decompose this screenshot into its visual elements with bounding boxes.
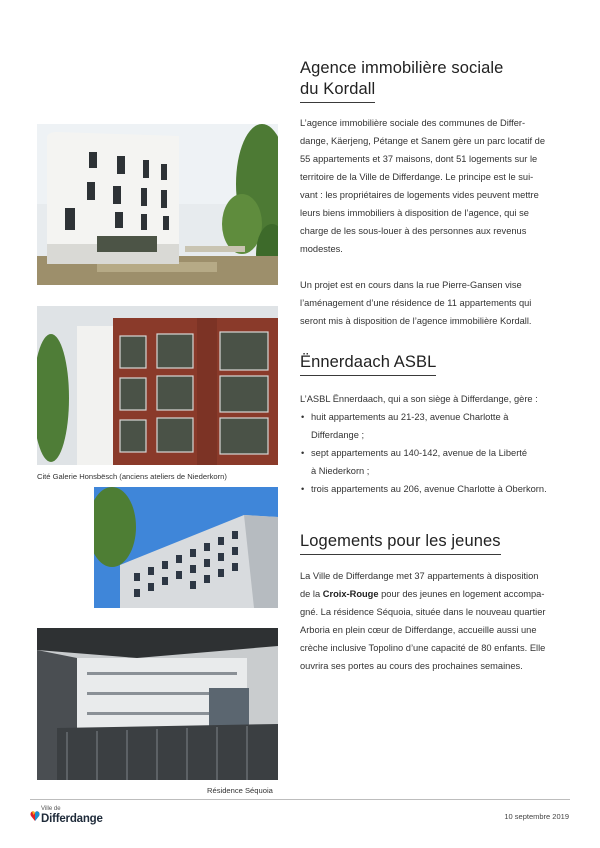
- text-line: 55 appartements et 37 maisons, dont 51 logements sur le: [300, 154, 538, 164]
- footer-date: 10 septembre 2019: [504, 812, 569, 821]
- list-item: [300, 408, 564, 444]
- text-line: Arboria en plein cœur de Differdange, accueille aussi une: [300, 625, 537, 635]
- section-title-ennerdaach: Ënnerdaach ASBL: [300, 352, 436, 376]
- text-fragment: de la: [300, 589, 323, 599]
- differdange-logo: [30, 806, 120, 828]
- text-line: crèche inclusive Topolino d’une capacité de 80 enfants. Elle: [300, 643, 546, 653]
- paragraph-agence-projet: [300, 276, 564, 330]
- section-title-jeunes: Logements pour les jeunes: [300, 531, 501, 555]
- section-agence: [300, 58, 564, 330]
- list-ennerdaach: [300, 408, 564, 498]
- paragraph-jeunes: [300, 567, 564, 675]
- photo-caption-sequoia: Résidence Séquoia: [207, 786, 273, 795]
- list-item: [300, 480, 564, 498]
- text-line: dange, Käerjeng, Pétange et Sanem gère un parc locatif de: [300, 136, 545, 146]
- section-jeunes: [300, 531, 564, 675]
- text-line: modestes.: [300, 244, 343, 254]
- section-title-agence-line1: Agence immobilière sociale: [300, 59, 504, 77]
- logo-main-text: Differdange: [41, 813, 103, 825]
- section-ennerdaach: [300, 352, 564, 498]
- section-title-agence-line2: du Kordall: [300, 79, 375, 103]
- croix-rouge-name: Croix-Rouge: [322, 589, 379, 599]
- paragraph-agence-intro: [300, 114, 564, 258]
- heart-logo-icon: [30, 810, 40, 822]
- list-item-line: • huit appartements au 21-23, avenue Charlotte à: [311, 412, 509, 422]
- footer-divider: [30, 799, 570, 800]
- list-item-line: à Niederkorn ;: [311, 466, 370, 476]
- list-item-line: Differdange ;: [311, 430, 365, 440]
- photo-white-building: [37, 124, 278, 285]
- text-line: L’agence immobilière sociale des communes de Differ-: [300, 118, 526, 128]
- photo-brick-building: [37, 306, 278, 465]
- text-line: Un projet est en cours dans la rue Pierre-Gansen vise: [300, 280, 522, 290]
- photo-courtyard: [37, 628, 278, 780]
- photo-caption-galerie: Cité Galerie Honsbësch (anciens ateliers de Niederkorn): [37, 472, 227, 481]
- section-title-agence: [300, 58, 564, 103]
- list-item: [300, 444, 564, 480]
- text-line: charge de les sous-louer à des personnes aux revenus: [300, 226, 527, 236]
- list-item-line: • trois appartements au 206, avenue Charlotte à Oberkorn.: [311, 484, 547, 494]
- text-line: territoire de la Ville de Differdange. Le principe est le sui-: [300, 172, 534, 182]
- text-line: gné. La résidence Séquoia, située dans le nouveau quartier: [300, 607, 546, 617]
- paragraph-ennerdaach-intro: L’ASBL Ënnerdaach, qui a son siège à Differdange, gère :: [300, 394, 538, 404]
- text-fragment: pour des jeunes en logement accompa-: [378, 589, 545, 599]
- text-line: l’aménagement d’une résidence de 11 appartements qui: [300, 298, 532, 308]
- text-line: La Ville de Differdange met 37 appartements à disposition: [300, 571, 539, 581]
- text-line: vant : les propriétaires de logements vides peuvent mettre: [300, 190, 539, 200]
- logo-small-text: Ville de: [41, 806, 61, 812]
- list-item-line: • sept appartements au 140-142, avenue de la Liberté: [311, 448, 528, 458]
- text-line: leurs biens immobiliers à disposition de l’agence, qui se: [300, 208, 529, 218]
- text-line: ouvrira ses portes au cours des prochaines semaines.: [300, 661, 523, 671]
- photo-grey-building: [94, 487, 278, 608]
- text-line: seront mis à disposition de l’agence immobilière Kordall.: [300, 316, 532, 326]
- text-line: [300, 585, 564, 603]
